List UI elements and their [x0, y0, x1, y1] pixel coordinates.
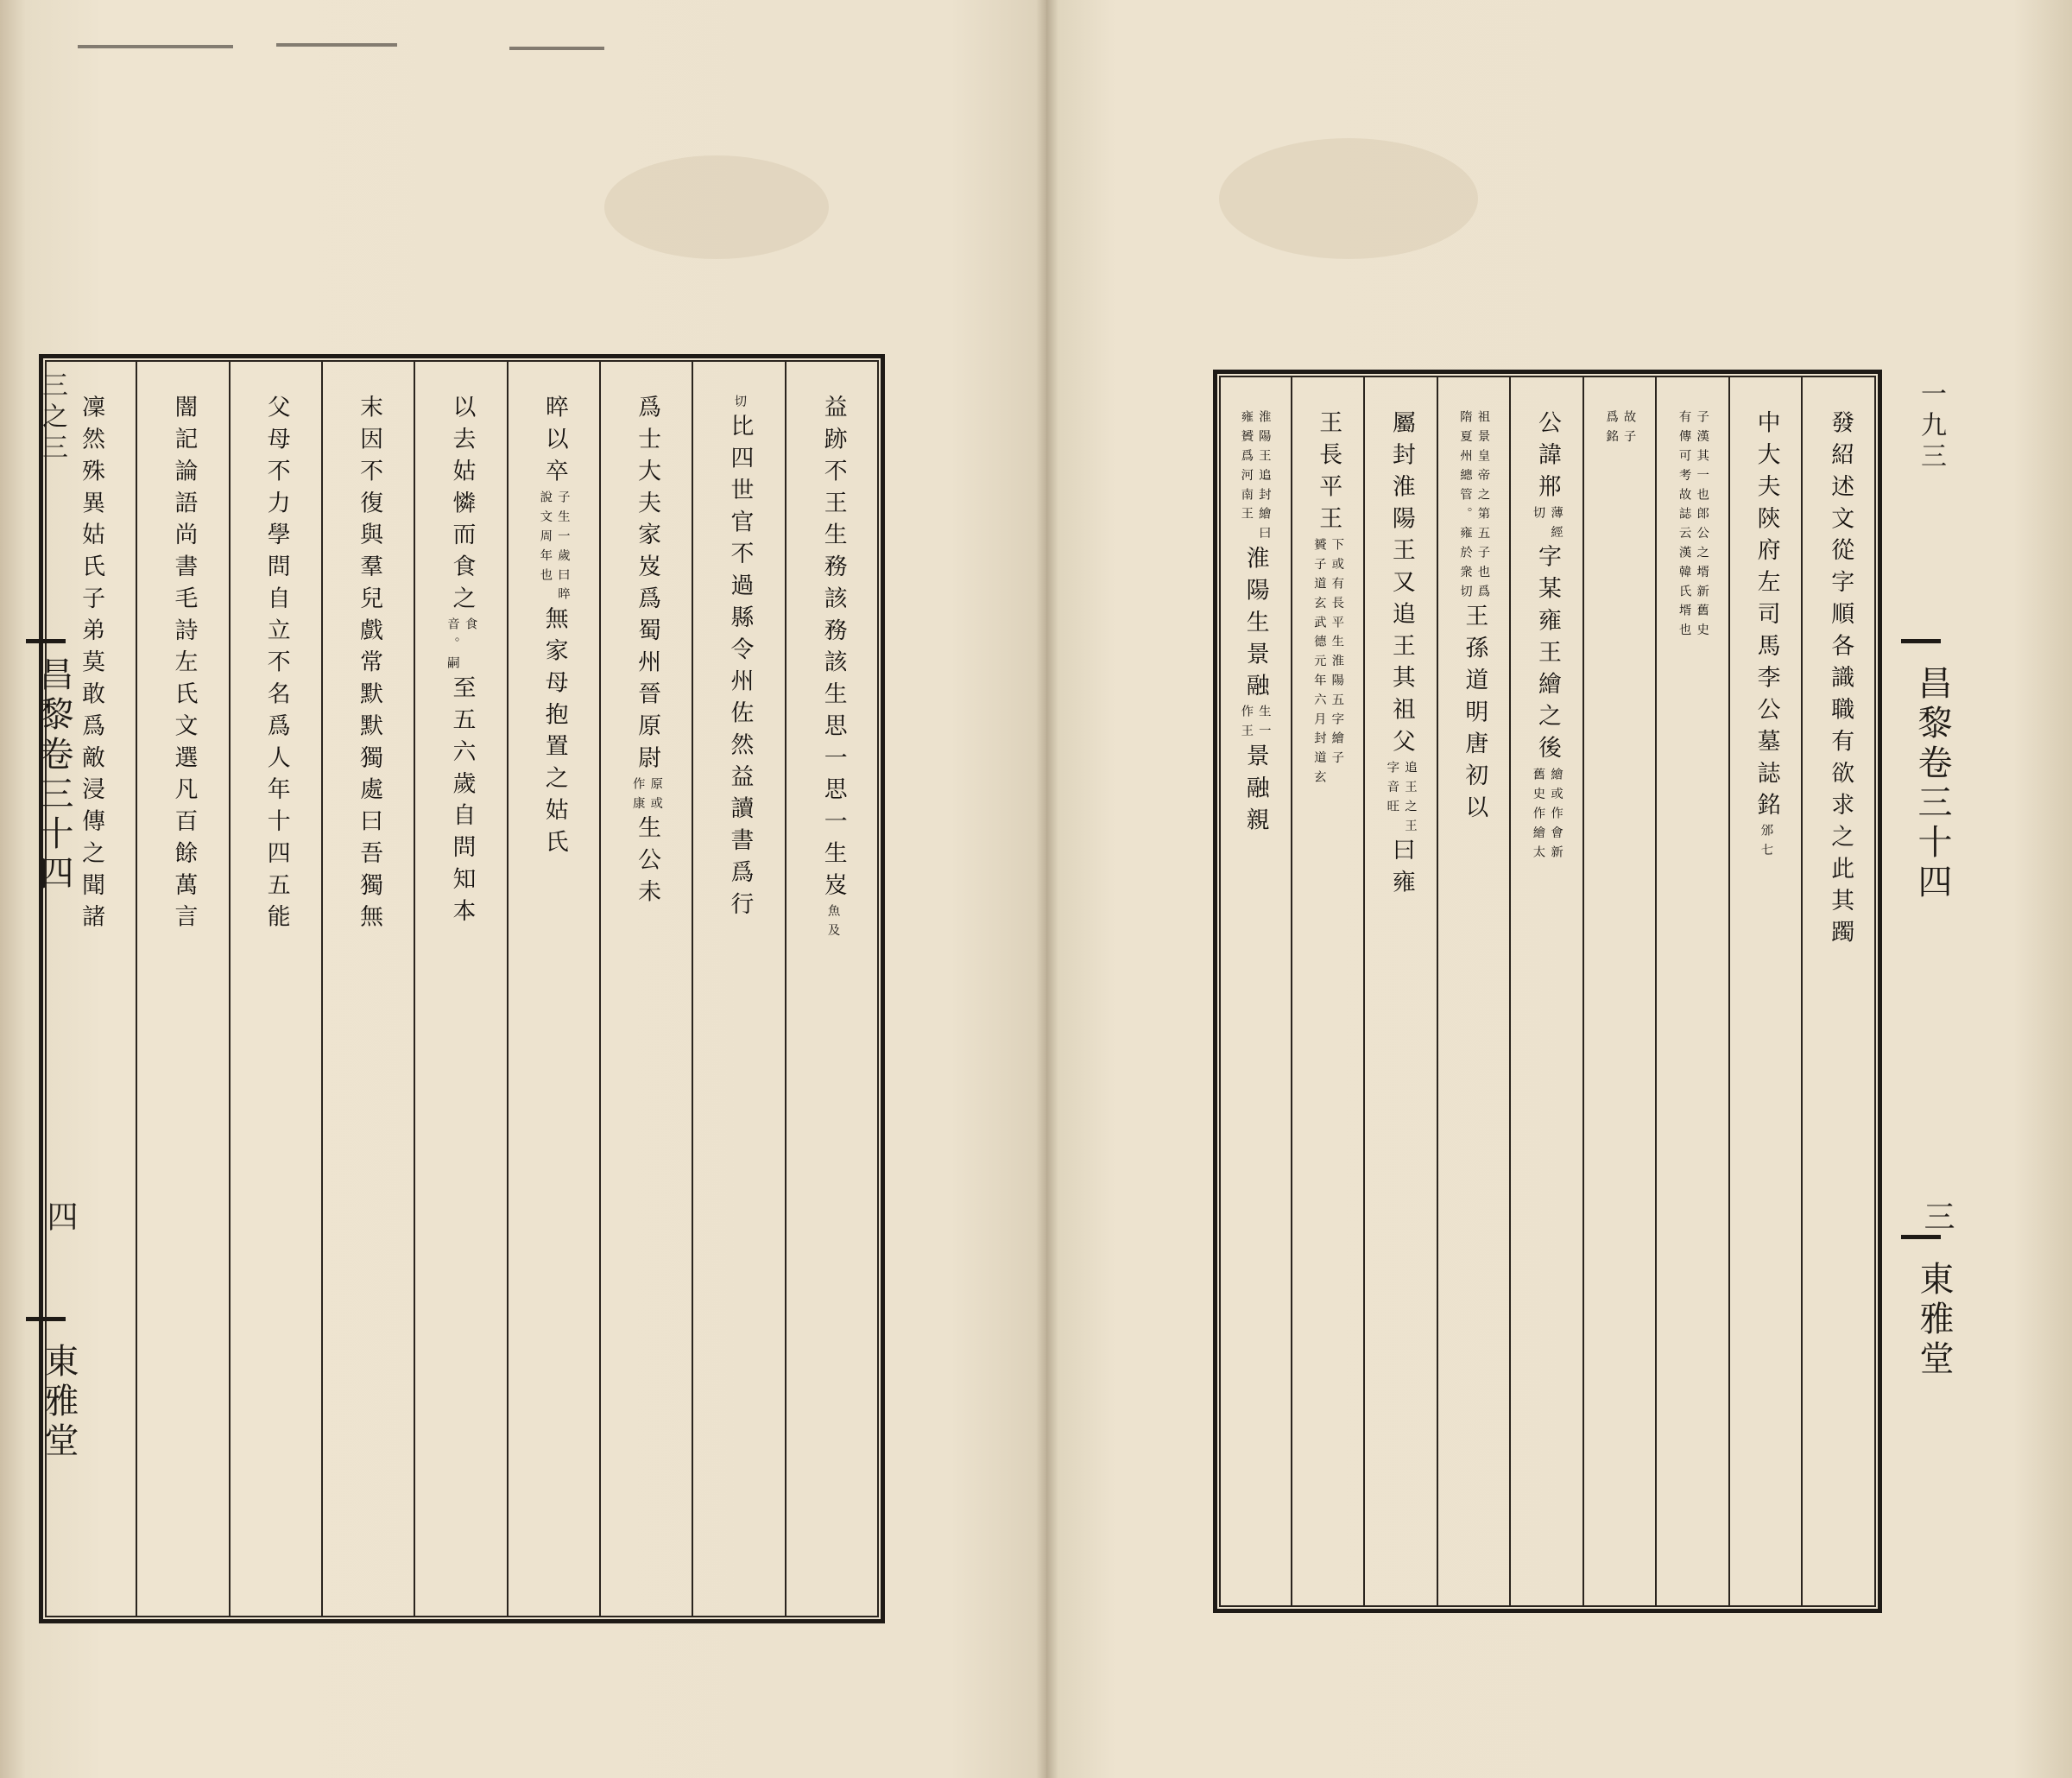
annotation-line: 切: [1531, 505, 1545, 526]
double-line-annotation: [445, 617, 477, 675]
annotation-line: 繪或作會新: [1549, 767, 1563, 864]
left-text-column: [693, 360, 786, 1617]
right-text-column: [1219, 376, 1292, 1607]
main-text-run: 晬以卒: [540, 395, 568, 490]
annotation-line: 子生一歲曰晬: [555, 490, 570, 607]
annotation-line: 隋夏州總管。雍於衆切: [1457, 410, 1472, 604]
double-line-annotation: [1457, 410, 1489, 604]
annotation-text: 切: [732, 395, 747, 414]
main-text-run: 至五六歲自問知本: [448, 675, 476, 931]
annotation-line: 字音旺: [1385, 760, 1399, 819]
left-margin-hall: 東雅堂: [39, 1343, 79, 1462]
right-text-column: [1511, 376, 1584, 1607]
left-text-columns: [45, 360, 879, 1617]
double-line-annotation: [630, 777, 662, 816]
annotation-line: 舊史作繪太: [1531, 767, 1545, 864]
double-line-annotation: [1239, 410, 1271, 546]
main-text-run: 凜然殊異姑氏子弟莫敢爲敵浸傳之聞諸: [78, 395, 105, 936]
annotation-line: 薄經: [1549, 505, 1563, 545]
main-text-run: 王孫道明唐初以: [1461, 604, 1488, 827]
annotation-line: 淮陽王追封繪曰: [1256, 410, 1271, 546]
double-line-annotation: [1677, 410, 1709, 642]
left-margin-page-number: 四: [42, 1200, 78, 1237]
left-margin-title: 昌黎卷三十四: [34, 656, 73, 895]
annotation-line: 贇子道玄武德元年六月封道玄: [1311, 537, 1326, 789]
annotation-text: 邠七: [1759, 824, 1773, 864]
main-text-run: 中大夫陝府左司馬李公墓誌銘: [1753, 410, 1780, 825]
annotation-line: 音。嗣: [445, 617, 459, 676]
left-text-column: [601, 360, 693, 1617]
main-text-run: 公諱郱: [1533, 410, 1561, 506]
annotation-line: 子漢其一也郎公之壻新舊史: [1695, 410, 1709, 642]
main-text-run: 益跡不王生務該務該生思一思一生岌: [819, 395, 847, 905]
left-text-column: [323, 360, 415, 1617]
annotation-line: 追王之王: [1402, 760, 1417, 838]
left-text-column: [231, 360, 323, 1617]
left-text-column: [509, 360, 601, 1617]
left-text-column: [415, 360, 508, 1617]
fishtail-mark: [1901, 1235, 1941, 1255]
left-text-column: [45, 360, 137, 1617]
fishtail-mark: [1901, 639, 1941, 659]
main-text-run: 淮陽生景融: [1241, 545, 1269, 706]
right-text-column: [1438, 376, 1512, 1607]
main-text-run: 字某雍王繪之後: [1533, 544, 1561, 768]
main-text-run: 父母不力學問自立不名爲人年十四五能: [262, 395, 290, 936]
annotation-line: 食: [463, 617, 477, 637]
double-line-annotation: [1311, 538, 1343, 789]
top-edge-ink: [78, 45, 233, 48]
main-text-run: 末因不復與羣兒戲常默默獨處曰吾獨無: [356, 395, 383, 936]
right-text-column: [1365, 376, 1438, 1607]
right-text-column: [1584, 376, 1658, 1607]
annotation-line: 故子: [1621, 410, 1636, 449]
right-text-column: [1730, 376, 1804, 1607]
main-text-run: 屬封淮陽王又追王其祖父: [1387, 410, 1415, 761]
left-text-column: [786, 360, 879, 1617]
paper-stain: [1219, 138, 1478, 259]
main-text-run: 生公未: [634, 815, 661, 912]
right-margin-hall: 東雅堂: [1914, 1261, 1954, 1380]
main-text-run: 曰雍: [1387, 838, 1415, 902]
right-text-column: [1657, 376, 1730, 1607]
top-edge-ink: [509, 47, 604, 50]
top-edge-ink: [276, 43, 397, 47]
main-text-run: 景融親: [1241, 743, 1269, 839]
double-line-annotation: [1531, 768, 1563, 864]
double-line-annotation: [1603, 410, 1635, 449]
main-text-run: 闇記論語尚書毛詩左氏文選凡百餘萬言: [170, 395, 198, 936]
double-line-annotation: [1239, 705, 1271, 743]
main-text-run: 王長平王: [1315, 410, 1342, 538]
left-margin-top: 三之三: [37, 371, 67, 465]
main-text-run: 發紹述文從字順各識職有欲求之此其躅: [1827, 410, 1854, 952]
right-text-columns: [1219, 376, 1876, 1607]
left-text-column: [137, 360, 230, 1617]
annotation-line: 作王: [1239, 705, 1254, 744]
annotation-line: 作康: [630, 776, 645, 816]
annotation-line: 生一: [1256, 705, 1271, 744]
annotation-line: 說文周年也: [538, 490, 553, 587]
right-text-column: [1803, 376, 1876, 1607]
right-margin-top: 一九三: [1916, 380, 1946, 473]
double-line-annotation: [1385, 761, 1417, 838]
main-text-run: 爲士大夫家岌爲蜀州晉原尉: [634, 395, 661, 777]
double-line-annotation: [538, 490, 570, 606]
main-text-run: 比四世官不過縣令州佐然益讀書爲行: [726, 414, 754, 924]
annotation-line: 雍贇爲河南王: [1239, 410, 1254, 527]
annotation-line: 爲銘: [1604, 410, 1619, 449]
main-text-run: 以去姑憐而食之: [448, 395, 476, 618]
paper-stain: [604, 155, 829, 259]
annotation-line: 有傳可考故誌云漢韓氏壻也: [1677, 410, 1691, 642]
annotation-line: 祖景皇帝之第五子也爲: [1475, 410, 1490, 604]
main-text-run: 無家母抱置之姑氏: [540, 606, 568, 862]
right-text-column: [1292, 376, 1366, 1607]
right-margin-title: 昌黎卷三十四: [1912, 665, 1952, 903]
right-margin-page-number: 三: [1919, 1200, 1955, 1237]
annotation-line: 下或有長平生淮陽五字繪子: [1330, 537, 1344, 770]
annotation-line: 原或: [648, 776, 663, 816]
double-line-annotation: [1531, 506, 1563, 545]
annotation-text: 魚及: [825, 904, 840, 943]
